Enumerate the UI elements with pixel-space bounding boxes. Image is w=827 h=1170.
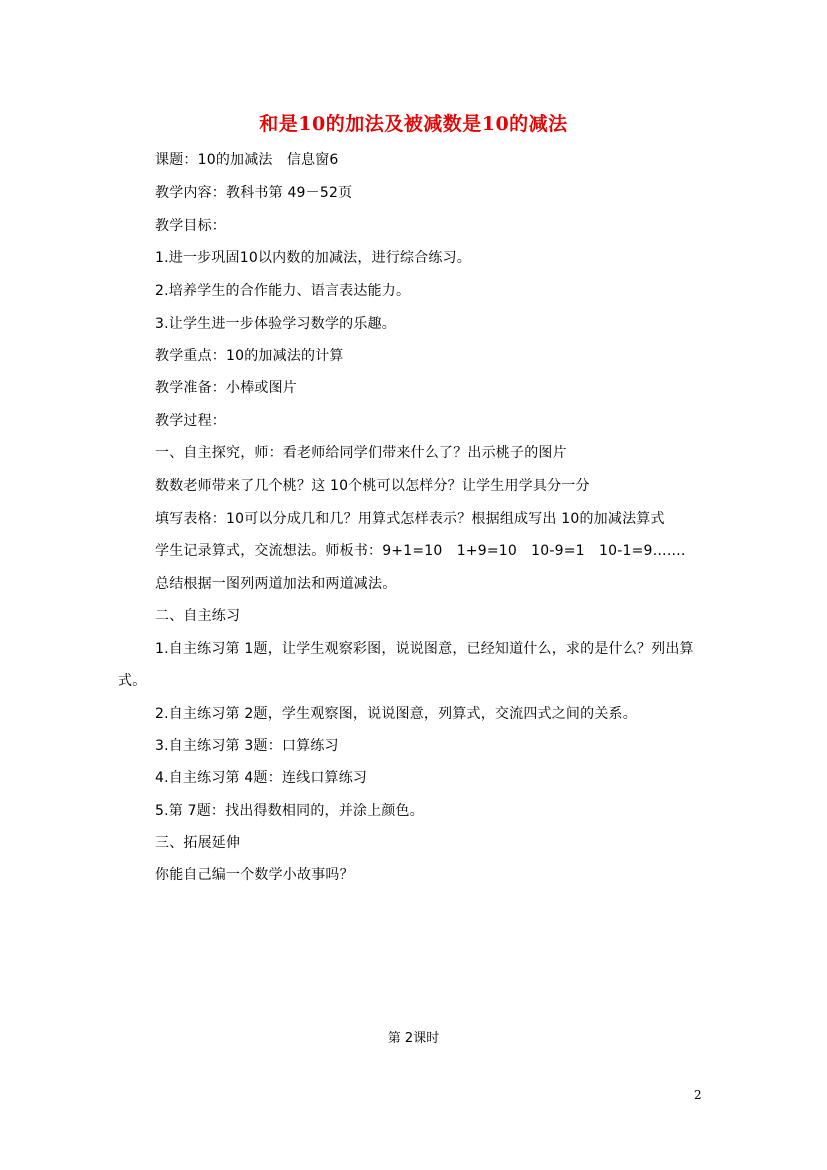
page-number: 2 (694, 1088, 702, 1102)
section-3-question: 你能自己编一个数学小故事吗？ (155, 867, 354, 883)
section-1-count: 数数老师带来了几个桃？这 10个桃可以怎样分？让学生用学具分一分 (155, 478, 590, 494)
teaching-goals-heading: 教学目标： (155, 218, 226, 234)
teaching-prep: 教学准备：小棒或图片 (155, 380, 297, 396)
exercise-3: 3.自主练习第 3题：口算练习 (155, 738, 339, 754)
section-1-table: 填写表格：10可以分成几和几？用算式怎样表示？根据组成写出 10的加减法算式 (155, 511, 665, 527)
goal-2: 2.培养学生的合作能力、语言表达能力。 (155, 283, 411, 299)
key-point: 教学重点：10的加减法的计算 (155, 348, 344, 364)
goal-1: 1.进一步巩固10以内数的加减法，进行综合练习。 (155, 250, 471, 266)
section-1-record: 学生记录算式，交流想法。师板书：9+1=10 1+9=10 10-9=1 10-1=9……． (155, 543, 696, 559)
teaching-process-heading: 教学过程： (155, 413, 226, 429)
exercise-1-continued: 式。 (118, 673, 147, 689)
exercise-7: 5.第 7题：找出得数相同的，并涂上颜色。 (155, 803, 424, 819)
goal-3: 3.让学生进一步体验学习数学的乐趣。 (155, 316, 396, 332)
section-1-summary: 总结根据一图列两道加法和两道减法。 (155, 576, 397, 592)
lesson-content: 教学内容：教科书第 49－52页 (155, 185, 353, 201)
section-2-heading: 二、自主练习 (155, 608, 241, 624)
section-1-intro: 一、自主探究，师：看老师给同学们带来什么了？出示桃子的图片 (155, 445, 567, 461)
lesson-period-label: 第 2课时 (387, 1031, 440, 1046)
exercise-4: 4.自主练习第 4题：连线口算练习 (155, 770, 368, 786)
section-3-heading: 三、拓展延伸 (155, 835, 241, 851)
exercise-1: 1.自主练习第 1题，让学生观察彩图，说说图意，已经知道什么，求的是什么？列出算 (155, 641, 694, 657)
document-title: 和是10的加法及被减数是10的减法 (259, 113, 568, 135)
lesson-topic: 课题：10的加减法 信息窗6 (155, 152, 339, 168)
exercise-2: 2.自主练习第 2题，学生观察图，说说图意，列算式，交流四式之间的关系。 (155, 706, 637, 722)
